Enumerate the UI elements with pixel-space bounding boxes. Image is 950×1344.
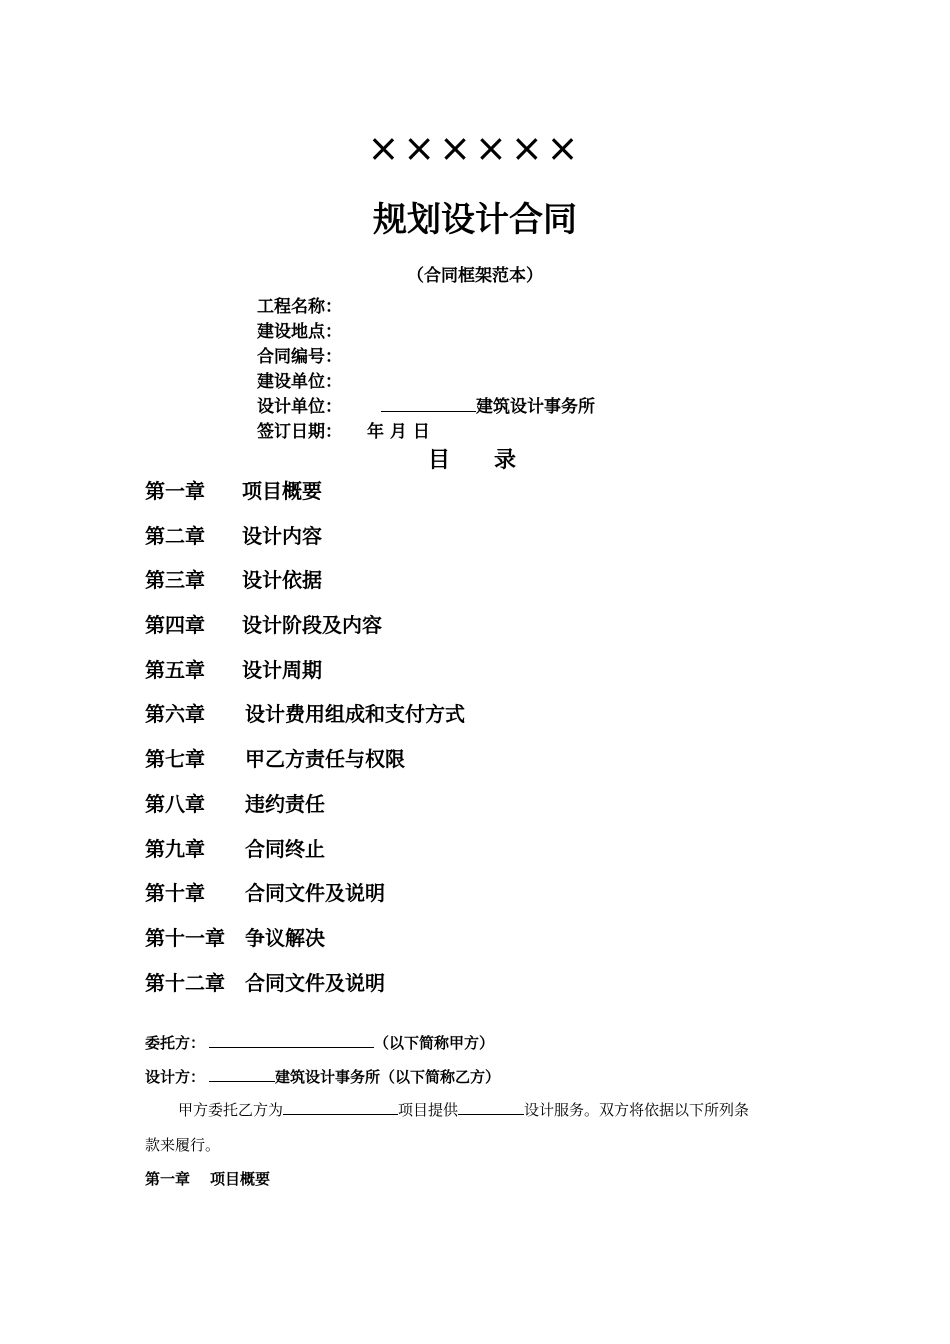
designer-suffix: 建筑设计事务所（以下简称乙方） xyxy=(275,1068,501,1086)
toc-title: 合同文件及说明 xyxy=(245,970,385,995)
toc-title: 设计费用组成和支付方式 xyxy=(245,702,465,727)
toc-item xyxy=(145,699,465,744)
info-date-row xyxy=(257,420,595,445)
toc-item xyxy=(145,655,465,700)
toc-chapter: 第十二章 xyxy=(145,970,225,995)
toc-title: 设计周期 xyxy=(242,657,322,682)
info-contract-no: 合同编号： xyxy=(257,347,342,367)
intro-paragraph-line1 xyxy=(145,1098,805,1120)
contract-info xyxy=(257,295,595,445)
toc-item xyxy=(145,476,465,521)
toc-title: 合同文件及说明 xyxy=(245,881,385,906)
info-location: 建设地点： xyxy=(257,322,342,342)
document-title: 规划设计合同 xyxy=(373,200,577,240)
section-heading xyxy=(145,1168,270,1189)
document-subtitle: （合同框架范本） xyxy=(407,266,543,286)
toc-chapter: 第二章 xyxy=(145,523,205,548)
table-of-contents xyxy=(145,476,465,1012)
toc-item xyxy=(145,834,465,879)
toc-title: 设计阶段及内容 xyxy=(242,613,382,638)
toc-item xyxy=(145,744,465,789)
info-builder: 建设单位： xyxy=(257,372,342,392)
toc-item xyxy=(145,923,465,968)
toc-title: 甲乙方责任与权限 xyxy=(245,747,405,772)
toc-chapter: 第六章 xyxy=(145,702,205,727)
info-designer-row xyxy=(257,395,595,420)
title-marks: ×××××× xyxy=(367,126,583,170)
client-label: 委托方： xyxy=(145,1034,206,1052)
para-part2: 项目提供 xyxy=(398,1101,459,1119)
toc-chapter: 第三章 xyxy=(145,568,205,593)
para-part3: 设计服务。双方将依据以下所列条 xyxy=(524,1101,750,1119)
toc-heading: 目录 xyxy=(428,447,561,473)
toc-item xyxy=(145,610,465,655)
blank-line xyxy=(209,1031,374,1048)
info-project-name: 工程名称： xyxy=(257,297,342,317)
blank-line xyxy=(209,1065,275,1082)
client-suffix: （以下简称甲方） xyxy=(374,1034,495,1052)
toc-item xyxy=(145,789,465,834)
toc-title: 违约责任 xyxy=(245,791,325,816)
section-chapter: 第一章 xyxy=(145,1170,191,1188)
intro-paragraph-line2: 款来履行。 xyxy=(145,1136,221,1154)
info-designer-label: 设计单位： xyxy=(257,397,342,417)
toc-chapter: 第五章 xyxy=(145,657,205,682)
toc-chapter: 第十一章 xyxy=(145,925,225,950)
info-date-value: 年 月 日 xyxy=(367,422,430,442)
toc-title: 争议解决 xyxy=(245,925,325,950)
info-designer-value: 建筑设计事务所 xyxy=(476,397,595,417)
toc-title: 设计依据 xyxy=(242,568,322,593)
toc-chapter: 第七章 xyxy=(145,747,205,772)
toc-title: 设计内容 xyxy=(242,523,322,548)
toc-chapter: 第九章 xyxy=(145,836,205,861)
toc-chapter: 第十章 xyxy=(145,881,205,906)
toc-item xyxy=(145,521,465,566)
designer-label: 设计方： xyxy=(145,1068,206,1086)
blank-line xyxy=(381,395,476,412)
client-line xyxy=(145,1031,494,1053)
toc-chapter: 第一章 xyxy=(145,479,205,503)
blank-line xyxy=(458,1098,524,1115)
toc-title: 项目概要 xyxy=(242,479,322,503)
toc-item xyxy=(145,565,465,610)
toc-chapter: 第四章 xyxy=(145,613,205,638)
designer-line xyxy=(145,1065,500,1087)
section-title: 项目概要 xyxy=(210,1170,271,1188)
toc-item xyxy=(145,878,465,923)
toc-chapter: 第八章 xyxy=(145,791,205,816)
toc-title: 合同终止 xyxy=(245,836,325,861)
blank-line xyxy=(283,1098,398,1115)
toc-item xyxy=(145,968,465,1013)
info-date-label: 签订日期： xyxy=(257,422,342,442)
para-part1: 甲方委托乙方为 xyxy=(178,1101,284,1119)
